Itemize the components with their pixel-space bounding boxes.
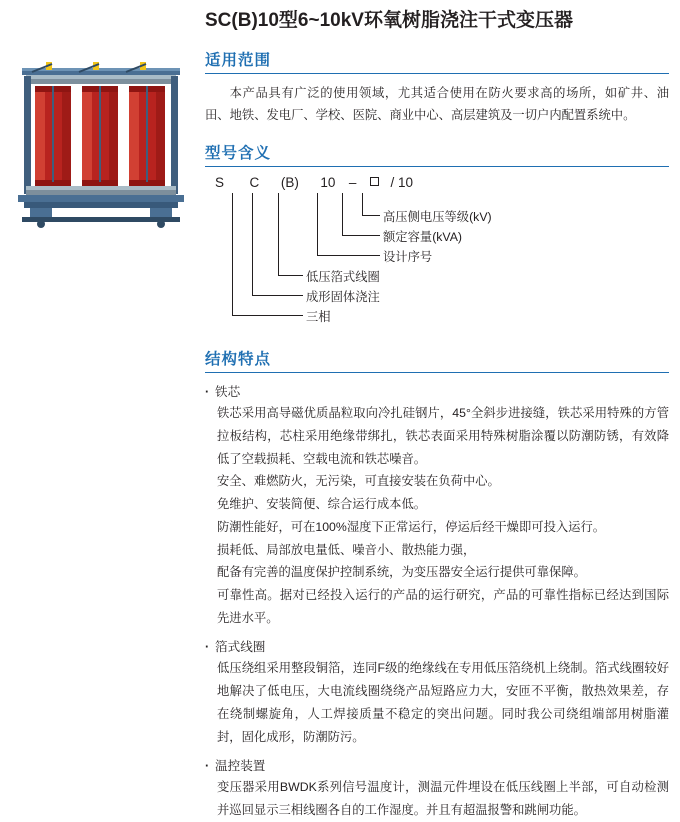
leader-line-threephase-h — [232, 315, 303, 316]
model-label-hv: 高压侧电压等级(kV) — [383, 210, 492, 225]
leader-line-capacity — [342, 193, 343, 235]
leader-line-threephase — [232, 193, 233, 315]
leader-line-serial — [317, 193, 318, 255]
leader-line-serial-h — [317, 255, 380, 256]
document-content — [205, 8, 669, 822]
model-label-threephase: 三相 — [306, 310, 331, 325]
model-code-row — [215, 175, 413, 190]
model-part-10: 10 — [320, 175, 336, 191]
structure-paragraph: 安全、难燃防火，无污染，可直接安装在负荷中心。 — [217, 474, 500, 489]
model-label-cast: 成形固体浇注 — [306, 290, 380, 305]
model-label-serial: 设计序号 — [383, 250, 433, 265]
leader-line-cast-h — [252, 295, 303, 296]
model-part-dash: – — [348, 175, 357, 191]
structure-paragraph: 防潮性能好，可在100%湿度下正常运行，停运后经干燥即可投入运行。 — [217, 519, 606, 534]
model-code-diagram — [205, 175, 669, 333]
leader-line-lv-foil — [278, 193, 279, 275]
structure-paragraph: 免维护、安装简便、综合运行成本低。 — [217, 497, 427, 512]
scope-paragraph: 本产品具有广泛的使用领域，尤其适合使用在防火要求高的场所，如矿井、油田、地铁、发电厂、学校、医院、商业中心、高层建筑及一切户内配置系统中。 — [205, 85, 669, 123]
structure-paragraph: 配备有完善的温度保护控制系统，为变压器安全运行提供可靠保障。 — [217, 565, 586, 580]
model-part-b: (B) — [280, 175, 299, 191]
page-title: SC(B)10型6~10kV环氧树脂浇注干式变压器 — [205, 10, 573, 31]
list-item-bullet: · 温控装置 — [205, 755, 669, 774]
model-part-c: C — [249, 175, 260, 191]
product-image — [8, 46, 194, 232]
model-label-lv-foil: 低压箔式线圈 — [306, 270, 380, 285]
section-divider-scope — [205, 73, 669, 74]
structure-paragraph: 低压绕组采用整段铜箔，连同F级的绝缘线在专用低压箔绕机上绕制。箔式线圈较好地解决了低电压，大电流线圈绕绕产品短路应力大，安匝不平衡，散热效果差，存在绕制螺旋角，人工焊接质量不稳定的突出问题。同时我公司绕组端部用树脂灌封，固化成形，防潮防污。 — [217, 661, 669, 744]
section-heading-model: 型号含义 — [205, 145, 272, 163]
model-part-slash: / — [390, 175, 395, 191]
structure-paragraph: 可靠性高。据对已经投入运行的产品的运行研究，产品的可靠性指标已经达到国际先进水平。 — [217, 587, 669, 625]
section-heading-structure: 结构特点 — [205, 351, 272, 369]
section-divider-structure — [205, 372, 669, 373]
model-part-10b: 10 — [398, 175, 414, 191]
leader-line-lv-foil-h — [278, 275, 303, 276]
model-label-capacity: 额定容量(kVA) — [383, 230, 463, 245]
list-item-bullet: · 铁芯 — [205, 381, 669, 400]
list-item-bullet: · 箔式线圈 — [205, 636, 669, 655]
leader-line-hv — [362, 193, 363, 215]
structure-paragraph: 损耗低、局部放电量低、噪音小、散热能力强， — [217, 542, 476, 557]
section-divider-model — [205, 166, 669, 167]
model-part-box — [370, 177, 379, 186]
structure-paragraph: 铁芯采用高导磁优质晶粒取向冷扎硅钢片，45°全斜步进接缝，铁芯采用特殊的方管拉板结构，芯柱采用绝缘带绑扎，铁芯表面采用特殊树脂涂覆以防潮防锈，有效降低了空载损耗、空载电流和铁芯噪音。 — [217, 406, 669, 466]
structure-paragraph: 变压器采用BWDK系列信号温度计，测温元件埋设在低压线圈上半部，可自动检测并巡回显示三相线圈各自的工作湿度。并且有超温报警和跳闸功能。 — [217, 780, 669, 818]
leader-line-hv-h — [362, 215, 380, 216]
leader-line-cast — [252, 193, 253, 295]
section-heading-scope: 适用范围 — [205, 51, 272, 69]
leader-line-capacity-h — [342, 235, 380, 236]
model-part-s: S — [215, 175, 225, 191]
